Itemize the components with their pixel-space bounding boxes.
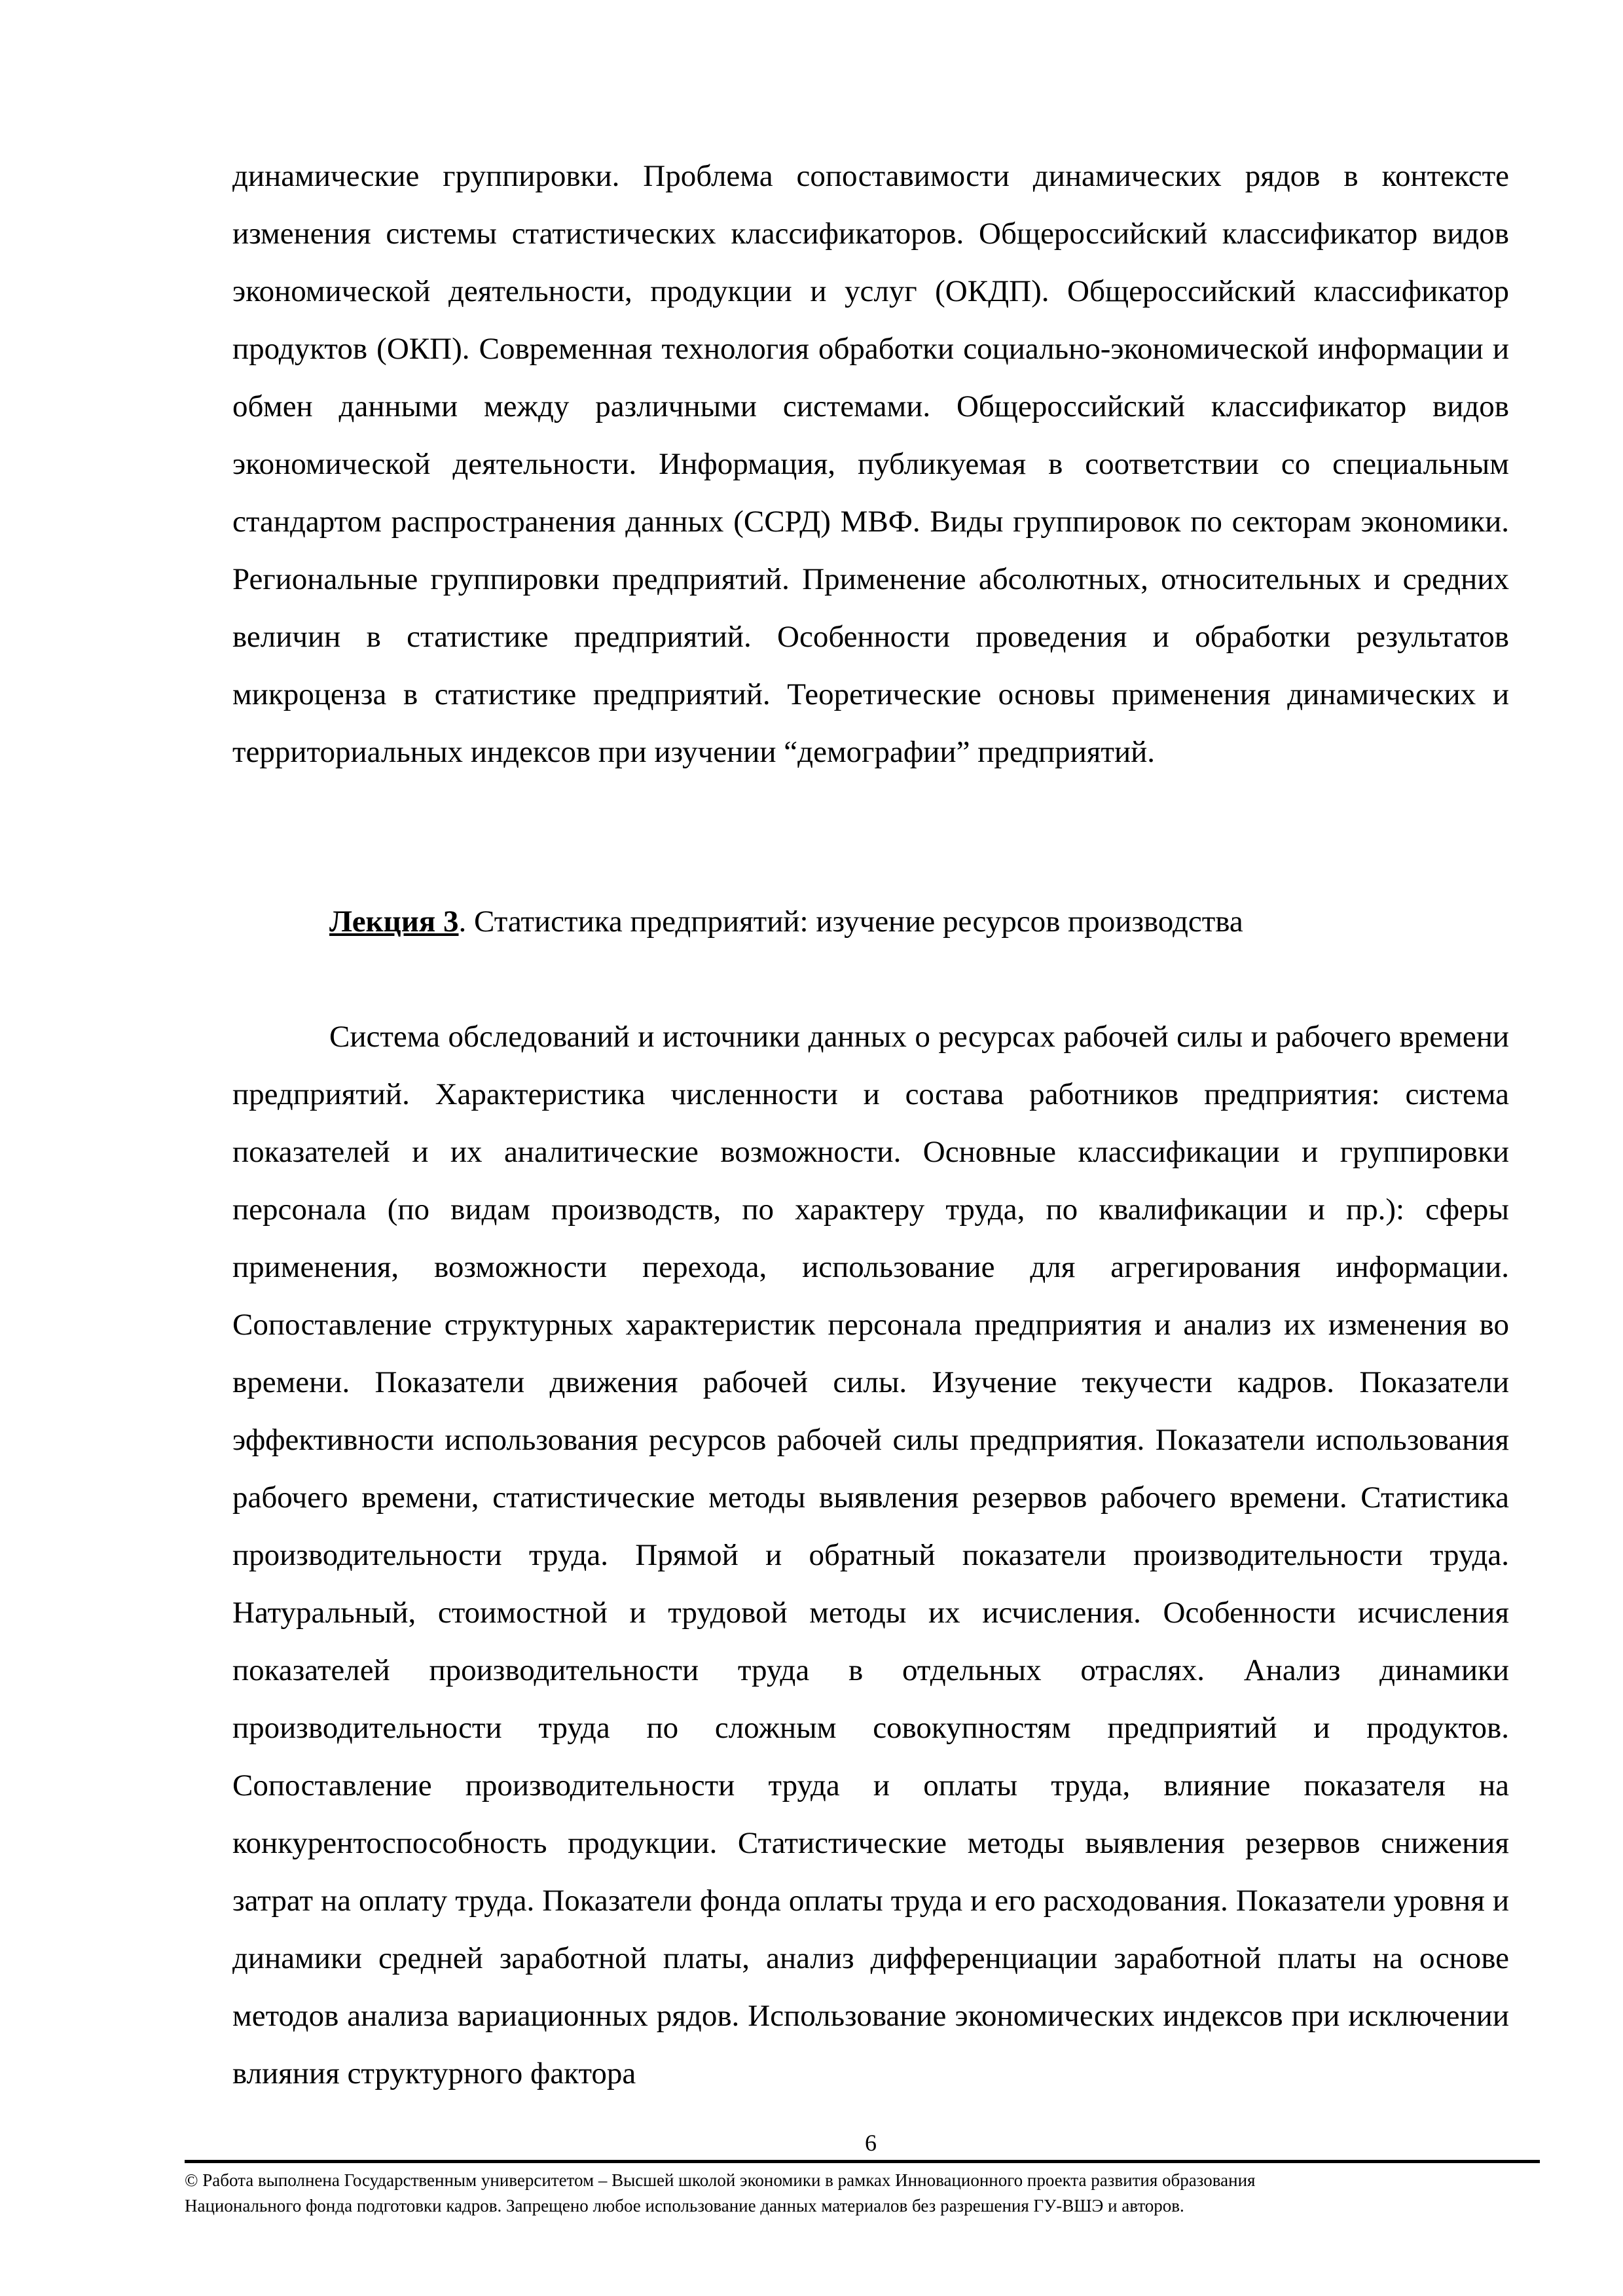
- continuation-paragraph: динамические группировки. Проблема сопоставимости динамических рядов в контексте изменения системы статистических классификаторов. Общероссийский классификатор видов экономической деятельности, продукции и услуг (ОКДП). Общероссийский классификатор продуктов (ОКП). Современная технология обработки социально-экономической информации и обмен данными между различными системами. Общероссийский классификатор видов экономической деятельности. Информация, публикуемая в соответствии со специальным стандартом распространения данных (ССРД) МВФ. Виды группировок по секторам экономики. Региональные группировки предприятий. Применение абсолютных, относительных и средних величин в статистике предприятий. Особенности проведения и обработки результатов микроценза в статистике предприятий. Теоретические основы применения динамических и территориальных индексов при изучении “демографии” предприятий.: [232, 159, 1509, 769]
- footer-line-2: Национального фонда подготовки кадров. Запрещено любое использование данных материалов без разрешения ГУ-ВШЭ и авторов.: [185, 2196, 1184, 2215]
- lecture-3-label: Лекция 3: [329, 905, 459, 939]
- lecture-3-body-paragraph: Система обследований и источники данных о ресурсах рабочей силы и рабочего времени предприятий. Характеристика численности и состава работников предприятия: система показателей и их аналитические возможности. Основные классификации и группировки персонала (по видам производств, по характеру труда, по квалификации и пр.): сферы применения, возможности перехода, использование для агрегирования информации. Сопоставление структурных характеристик персонала предприятия и анализ их изменения во времени. Показатели движения рабочей силы. Изучение текучести кадров. Показатели эффективности использования ресурсов рабочей силы предприятия. Показатели использования рабочего времени, статистические методы выявления резервов рабочего времени. Статистика производительности труда. Прямой и обратный показатели производительности труда. Натуральный, стоимостной и трудовой методы их исчисления. Особенности исчисления показателей производительности труда в отдельных отраслях. Анализ динамики производительности труда по сложным совокупностям предприятий и продуктов. Сопоставление производительности труда и оплаты труда, влияние показателя на конкурентоспособность продукции. Статистические методы выявления резервов снижения затрат на оплату труда. Показатели фонда оплаты труда и его расходования. Показатели уровня и динамики средней заработной платы, анализ дифференциации заработной платы на основе методов анализа вариационных рядов. Использование экономических индексов при исключении влияния структурного фактора: [232, 1020, 1509, 2090]
- lecture-3-title: . Статистика предприятий: изучение ресурсов производства: [458, 905, 1243, 939]
- footer-line-1: © Работа выполнена Государственным университетом – Высшей школой экономики в рамках Инновационного проекта развития образования: [185, 2170, 1256, 2190]
- copyright-footer: [185, 2168, 1540, 2219]
- lecture-3-heading: [329, 893, 1508, 950]
- footer-divider: [185, 2160, 1540, 2163]
- page-number: 6: [865, 2130, 877, 2156]
